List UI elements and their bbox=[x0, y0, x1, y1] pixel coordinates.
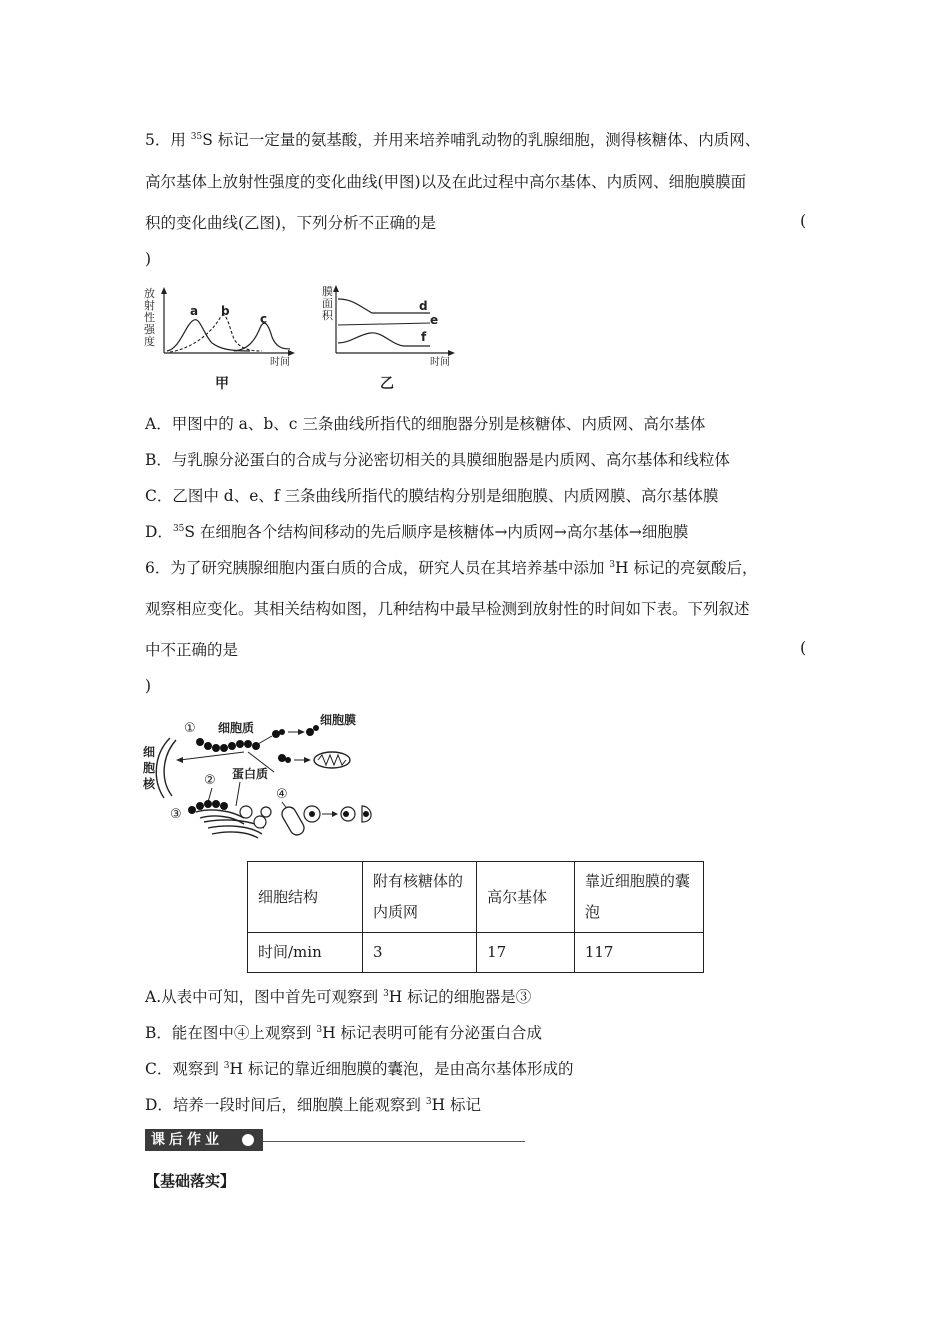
fig-yi-label-d: d bbox=[419, 299, 428, 313]
figure-cell-secretion bbox=[140, 710, 385, 840]
fig-yi-label-e: e bbox=[430, 313, 439, 327]
fig-yi-ylabel-0: 膜 bbox=[322, 285, 333, 298]
fig-label-1: ① bbox=[184, 721, 196, 736]
q5-answer-paren-close: ) bbox=[145, 250, 152, 268]
fig-jia-label-c: c bbox=[260, 312, 268, 326]
golgi-vesicles bbox=[240, 806, 271, 828]
fig-jia-ylabel-4: 度 bbox=[144, 335, 155, 348]
fig-label-protein: 蛋白质 bbox=[232, 767, 269, 781]
fig-jia-xlabel: 时间 bbox=[270, 357, 290, 368]
fig-yi-y-arrow bbox=[333, 285, 339, 292]
arrow-to-nucleus bbox=[180, 752, 244, 760]
q6-answer-paren-open: ( bbox=[800, 638, 807, 657]
fig-yi-ylabel-1: 面 bbox=[322, 297, 333, 310]
fig-jia-ylabel-2: 性 bbox=[144, 311, 155, 324]
q5-option-d: D．$^{35}$S 在细胞各个结构间移动的先后顺序是核糖体→内质网→高尔基体→细胞膜 bbox=[145, 523, 689, 541]
q6-answer-paren-close: ) bbox=[145, 677, 152, 695]
nucleus-label-1: 胞 bbox=[143, 761, 156, 775]
fig-jia-y-arrow bbox=[161, 287, 167, 294]
organelle-4 bbox=[279, 805, 306, 838]
q5-stem-line-2: 高尔基体上放射性强度的变化曲线(甲图)以及在此过程中高尔基体、内质网、细胞膜膜面 bbox=[145, 173, 747, 191]
fig-jia-caption: 甲 bbox=[215, 376, 229, 392]
figure-yi bbox=[318, 283, 468, 395]
fig-yi-curve-d bbox=[338, 299, 430, 313]
q5-option-b: B．与乳腺分泌蛋白的合成与分泌密切相关的具膜细胞器是内质网、高尔基体和线粒体 bbox=[145, 451, 730, 469]
q6-stem-line-1: 6．为了研究胰腺细胞内蛋白质的合成，研究人员在其培养基中添加 $^3$H 标记的亮氨酸后， bbox=[145, 559, 758, 577]
fig-yi-x-arrow bbox=[448, 350, 455, 356]
table-cell: 高尔基体 bbox=[477, 862, 575, 933]
banner-rule bbox=[263, 1141, 525, 1142]
q6-option-b: B．能在图中④上观察到 $^3$H 标记表明可能有分泌蛋白合成 bbox=[145, 1024, 543, 1042]
q6-option-a: A.从表中可知，图中首先可观察到 $^3$H 标记的细胞器是③ bbox=[145, 988, 532, 1006]
fig-jia-ylabel-0: 放 bbox=[144, 287, 155, 300]
section-heading: 【基础落实】 bbox=[145, 1172, 236, 1190]
q6-stem-line-2: 观察相应变化。其相关结构如图，几种结构中最早检测到放射性的时间如下表。下列叙述 bbox=[145, 600, 750, 618]
fig-yi-curve-f bbox=[338, 333, 430, 346]
fig-jia-label-b: b bbox=[221, 304, 230, 318]
nucleus-envelope-inner bbox=[164, 740, 176, 796]
q5-answer-paren-open: ( bbox=[800, 211, 807, 230]
polysome bbox=[196, 738, 260, 752]
q5-option-c: C．乙图中 d、e、f 三条曲线所指代的膜结构分别是细胞膜、内质网膜、高尔基体膜 bbox=[145, 487, 719, 505]
banner-dot-icon bbox=[242, 1134, 254, 1146]
fig-label-cytoplasm: 细胞质 bbox=[218, 721, 255, 735]
table-cell: 时间/min bbox=[248, 933, 363, 973]
q5-option-a: A．甲图中的 a、b、c 三条曲线所指代的细胞器分别是核糖体、内质网、高尔基体 bbox=[145, 415, 706, 433]
table-row bbox=[248, 862, 704, 933]
fig-yi-caption: 乙 bbox=[380, 376, 394, 392]
fig-yi-xlabel: 时间 bbox=[430, 357, 450, 368]
q6-option-d: D．培养一段时间后，细胞膜上能观察到 $^3$H 标记 bbox=[145, 1096, 482, 1114]
fig-jia-ylabel-3: 强 bbox=[144, 323, 155, 336]
table-cell: 17 bbox=[477, 933, 575, 973]
fig-yi-ylabel-2: 积 bbox=[322, 309, 333, 322]
fig-jia-label-a: a bbox=[190, 304, 199, 318]
q6-stem-line-3: 中不正确的是 bbox=[145, 641, 239, 659]
nucleus-label-2: 核 bbox=[143, 777, 156, 791]
fig-jia-ylabel-1: 射 bbox=[144, 299, 155, 312]
fig-label-membrane: 细胞膜 bbox=[320, 713, 357, 727]
table-cell: 靠近细胞膜的囊泡 bbox=[574, 862, 703, 933]
homework-banner-label: 课后作业 bbox=[145, 1129, 263, 1151]
table-cell: 附有核糖体的内质网 bbox=[362, 862, 476, 933]
fig-yi-curve-e bbox=[338, 323, 430, 325]
rough-er-ribosomes bbox=[188, 800, 228, 814]
fig-jia-curve-a bbox=[167, 320, 250, 351]
figure-jia bbox=[140, 283, 310, 395]
table-row bbox=[248, 933, 704, 973]
fig-label-2: ② bbox=[204, 773, 216, 788]
arrow-to-vesicle bbox=[258, 736, 272, 744]
q5-stem-line-1: 5．用 $^{35}$S 标记一定量的氨基酸，并用来培养哺乳动物的乳腺细胞，测得核糖体、内质网、 bbox=[145, 131, 761, 149]
fig-yi-label-f: f bbox=[421, 330, 427, 344]
fig-jia-x-arrow bbox=[288, 350, 295, 356]
q6-option-c: C．观察到 $^3$H 标记的靠近细胞膜的囊泡，是由高尔基体形成的 bbox=[145, 1060, 574, 1078]
table-cell: 3 bbox=[362, 933, 476, 973]
fig-label-4: ④ bbox=[276, 787, 288, 802]
q5-stem-line-3: 积的变化曲线(乙图)，下列分析不正确的是 bbox=[145, 214, 437, 232]
table-cell: 细胞结构 bbox=[248, 862, 363, 933]
fig-label-3: ③ bbox=[170, 807, 182, 822]
time-table bbox=[247, 861, 704, 973]
table-cell: 117 bbox=[574, 933, 703, 973]
nucleus-label-0: 细 bbox=[143, 745, 156, 759]
